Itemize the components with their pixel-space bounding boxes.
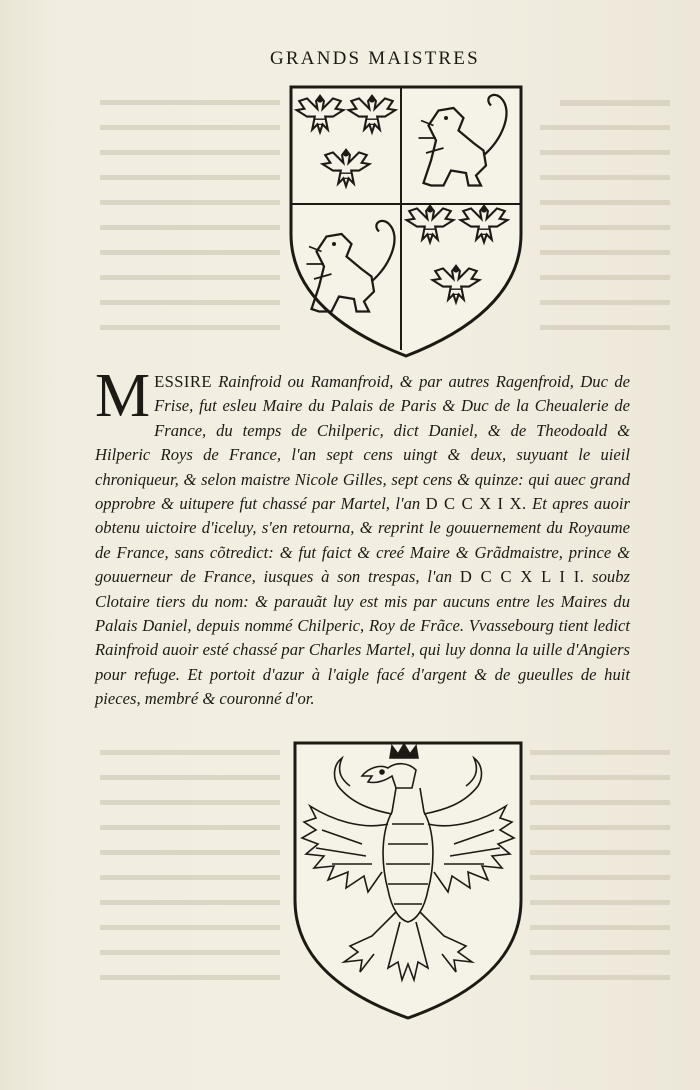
lead-word: ESSIRE [154,372,212,391]
paragraph-segment-1: Rainfroid ou Ramanfroid, & par autres Ragenfroid, Duc de Frise, fut esleu Maire du Palais de Paris & Duc de la Cheualerie de France, du temps de Chilperic, dict Daniel, & de Theodoald & Hilperic Roys de France, l'an sept cens uingt & deux, suyuant le uieil chroniqueur, & selon maistre Nicole Gilles, sept cens & quinze: qui auec grand opprobre & uitupere fut chassé par Martel, l'an [95,372,630,514]
paragraph-segment-3: soubz Clotaire tiers du nom: & parauãt luy est mis par aucuns entre les Maires du Palais Daniel, depuis nommé Chilperic, Roy de Frãce. Vvassebourg tient ledict Rainfroid auoir esté chassé par Charles Martel, qui luy donna la uille d'Angiers pour refuge. Et portoit d'azur à l'aigle facé d'argent & de gueulles de huit pieces, membré & couronné d'or. [95,567,630,709]
quartered-coat-of-arms [288,84,524,360]
page-header: GRANDS MAISTRES [270,48,480,69]
main-paragraph [95,362,630,712]
paragraph-segment-2: Et apres auoir obtenu uictoire d'iceluy, s'en retourna, & reprint le gouuernement du Royaume de France, sans cõtredict: & fut faict & creé Maire & Grãdmaistre, prince & gouuerneur de France, iusques à son trespas, l'an [95,494,630,587]
roman-date-1: D C C X I X. [425,494,527,514]
drop-cap: M [95,362,151,430]
eagle-coat-of-arms [292,740,524,1022]
roman-date-2: D C C X L I I. [459,567,585,587]
